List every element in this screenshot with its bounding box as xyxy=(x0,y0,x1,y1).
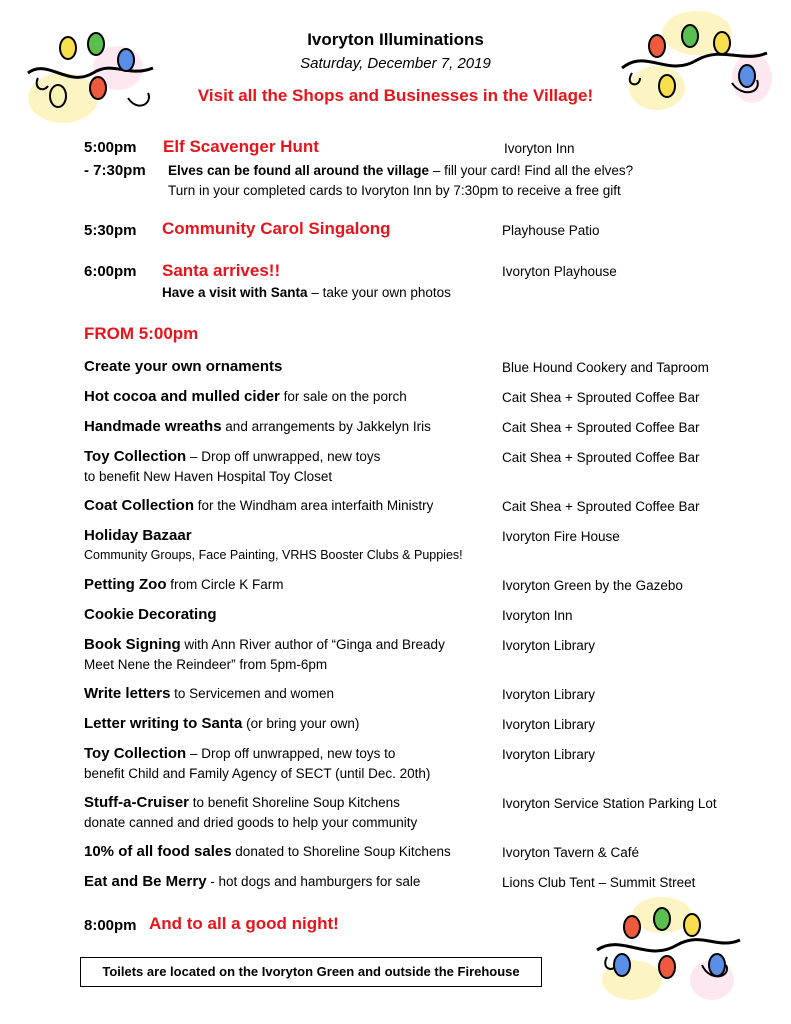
item-title: Toy Collection xyxy=(84,745,187,762)
item-title: Create your own ornaments xyxy=(84,358,283,375)
item-desc: to benefit Shoreline Soup Kitchens xyxy=(189,795,400,810)
santa-desc-rest: – take your own photos xyxy=(307,285,451,300)
list-item xyxy=(84,527,192,545)
item-desc: to Servicemen and women xyxy=(170,686,335,701)
item-location: Ivoryton Tavern & Café xyxy=(502,845,640,860)
item-title: Book Signing xyxy=(84,636,181,653)
santa-description xyxy=(162,285,451,300)
elf-time-end: - 7:30pm xyxy=(84,162,146,179)
item-title: Coat Collection xyxy=(84,497,195,514)
elf-desc-rest: – fill your card! Find all the elves? xyxy=(429,163,634,178)
list-item xyxy=(84,794,400,812)
item-title: Eat and Be Merry xyxy=(84,873,207,890)
list-item xyxy=(84,448,380,466)
item-desc: - hot dogs and hamburgers for sale xyxy=(206,874,421,889)
item-location: Ivoryton Library xyxy=(502,717,596,732)
item-location: Ivoryton Inn xyxy=(502,608,573,623)
item-location: Lions Club Tent – Summit Street xyxy=(502,875,696,890)
item-location: Ivoryton Library xyxy=(502,638,596,653)
item-location: Ivoryton Fire House xyxy=(502,529,620,544)
item-desc: – Drop off unwrapped, new toys xyxy=(186,449,381,464)
item-desc: for the Windham area interfaith Ministry xyxy=(194,498,434,513)
list-item xyxy=(84,685,334,703)
item-title: Toy Collection xyxy=(84,448,187,465)
toilets-notice: Toilets are located on the Ivoryton Green and outside the Firehouse xyxy=(80,957,542,987)
item-desc: with Ann River author of “Ginga and Bready xyxy=(180,637,445,652)
list-item xyxy=(84,497,433,515)
item-title: Letter writing to Santa xyxy=(84,715,243,732)
christmas-lights-bottom-right-icon xyxy=(592,895,742,1005)
santa-desc-bold: Have a visit with Santa xyxy=(162,285,308,300)
item-location: Ivoryton Library xyxy=(502,747,596,762)
item-location: Ivoryton Library xyxy=(502,687,596,702)
list-item xyxy=(84,606,217,624)
item-title: Stuff-a-Cruiser xyxy=(84,794,190,811)
item-desc: for sale on the porch xyxy=(279,389,407,404)
santa-location: Ivoryton Playhouse xyxy=(502,264,617,279)
item-title: Write letters xyxy=(84,685,171,702)
item-title: Cookie Decorating xyxy=(84,606,217,623)
list-item xyxy=(84,388,407,406)
item-desc-line2: to benefit New Haven Hospital Toy Closet xyxy=(84,469,333,484)
list-item xyxy=(84,636,445,654)
item-location: Cait Shea + Sprouted Coffee Bar xyxy=(502,450,700,465)
page-title: Ivoryton Illuminations xyxy=(307,30,484,49)
event-date: Saturday, December 7, 2019 xyxy=(300,55,491,72)
elf-time-start: 5:00pm xyxy=(84,139,137,156)
carol-event-name: Community Carol Singalong xyxy=(162,219,391,238)
list-item xyxy=(84,745,395,763)
list-item xyxy=(84,873,420,891)
tagline: Visit all the Shops and Businesses in the Village! xyxy=(197,86,594,105)
list-item xyxy=(84,418,431,436)
list-item xyxy=(84,843,451,861)
finale-time: 8:00pm xyxy=(84,917,137,934)
item-desc: (or bring your own) xyxy=(242,716,360,731)
elf-event-name: Elf Scavenger Hunt xyxy=(163,137,319,156)
finale-text: And to all a good night! xyxy=(149,914,339,933)
item-location: Ivoryton Service Station Parking Lot xyxy=(502,796,717,811)
item-desc-line2: Meet Nene the Reindeer” from 5pm-6pm xyxy=(84,657,328,672)
elf-desc-bold: Elves can be found all around the village xyxy=(168,163,430,178)
item-location: Cait Shea + Sprouted Coffee Bar xyxy=(502,499,700,514)
item-desc-line2: benefit Child and Family Agency of SECT (until Dec. 20th) xyxy=(84,766,431,781)
carol-time: 5:30pm xyxy=(84,222,137,239)
item-location: Cait Shea + Sprouted Coffee Bar xyxy=(502,390,700,405)
santa-event-name: Santa arrives!! xyxy=(162,261,281,280)
item-desc-line2: donate canned and dried goods to help your community xyxy=(84,815,418,830)
elf-location: Ivoryton Inn xyxy=(504,141,575,156)
carol-location: Playhouse Patio xyxy=(502,223,600,238)
item-desc-line2: Community Groups, Face Painting, VRHS Booster Clubs & Puppies! xyxy=(84,548,463,562)
from-heading: FROM 5:00pm xyxy=(84,324,199,343)
item-desc: – Drop off unwrapped, new toys to xyxy=(186,746,396,761)
item-location: Cait Shea + Sprouted Coffee Bar xyxy=(502,420,700,435)
item-title: Petting Zoo xyxy=(84,576,167,593)
item-desc: and arrangements by Jakkelyn Iris xyxy=(221,419,431,434)
item-desc: donated to Shoreline Soup Kitchens xyxy=(231,844,451,859)
santa-time: 6:00pm xyxy=(84,263,137,280)
item-location: Blue Hound Cookery and Taproom xyxy=(502,360,709,375)
list-item xyxy=(84,576,284,594)
item-title: Holiday Bazaar xyxy=(84,527,192,544)
item-location: Ivoryton Green by the Gazebo xyxy=(502,578,683,593)
list-item xyxy=(84,358,282,376)
item-title: Handmade wreaths xyxy=(84,418,222,435)
item-title: 10% of all food sales xyxy=(84,843,232,860)
list-item xyxy=(84,715,359,733)
item-title: Hot cocoa and mulled cider xyxy=(84,388,280,405)
item-desc: from Circle K Farm xyxy=(166,577,284,592)
elf-description-line2: Turn in your completed cards to Ivoryton Inn by 7:30pm to receive a free gift xyxy=(168,183,621,198)
elf-description-line1 xyxy=(168,163,633,178)
